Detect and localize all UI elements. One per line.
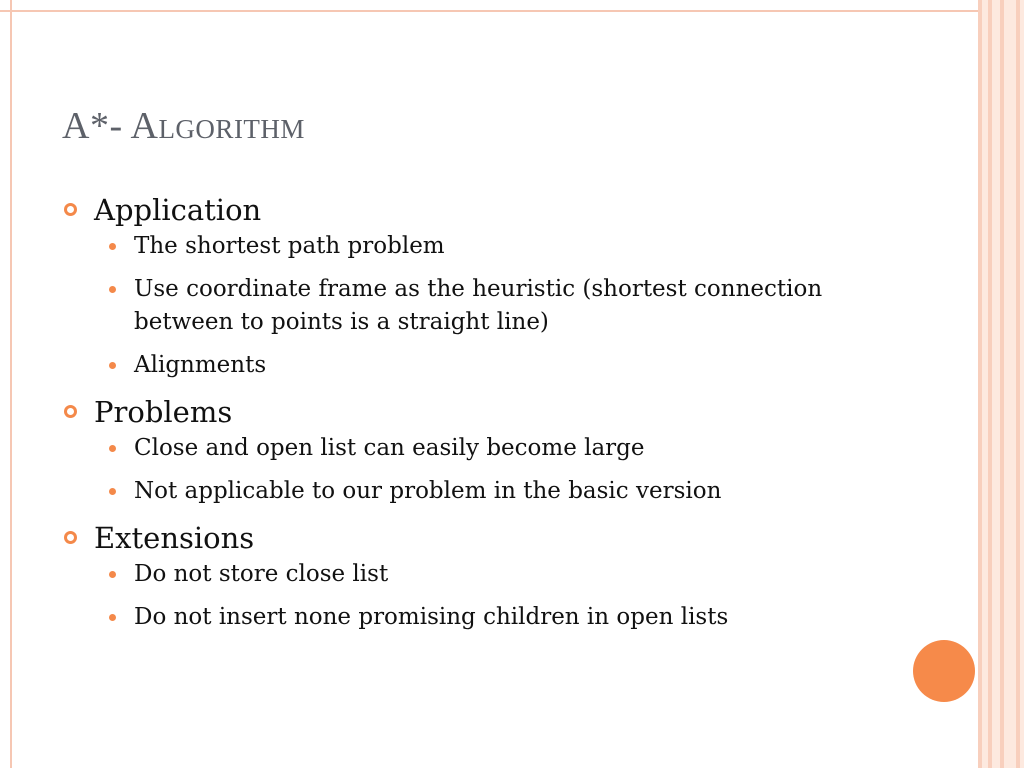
list-item [94,558,842,591]
section-problems [62,392,842,508]
section-label: Extensions [94,521,255,555]
list-item [94,273,842,339]
filled-dot-bullet-icon [109,286,116,293]
list-item [94,601,842,634]
list-item [94,230,842,263]
hollow-circle-bullet-icon [64,203,77,216]
filled-dot-bullet-icon [109,614,116,621]
list-item-text: Use coordinate frame as the heuristic (shortest connection between to points is a straight line) [134,276,823,335]
list-item-text: Close and open list can easily become large [134,435,645,461]
list-item [94,475,842,508]
list-item-text: Do not store close list [134,561,389,587]
filled-dot-bullet-icon [109,243,116,250]
decorative-circle [913,640,975,702]
right-stripe [992,0,1000,768]
filled-dot-bullet-icon [109,362,116,369]
top-border-line [0,10,978,12]
section-label: Problems [94,395,233,429]
slide-title: A*- Algorithm [62,105,305,147]
right-stripe [1020,0,1024,768]
filled-dot-bullet-icon [109,571,116,578]
list-item-text: Alignments [134,352,267,378]
list-item-text: Not applicable to our problem in the basic version [134,478,722,504]
section-label: Application [94,193,262,227]
list-item-text: Do not insert none promising children in open lists [134,604,729,630]
bullet-list [62,190,842,644]
list-item-text: The shortest path problem [134,233,445,259]
sub-bullet-list [94,432,842,508]
section-extensions [62,518,842,634]
sub-bullet-list [94,558,842,634]
hollow-circle-bullet-icon [64,531,77,544]
sub-bullet-list [94,230,842,382]
hollow-circle-bullet-icon [64,405,77,418]
list-item [94,349,842,382]
left-border-line [10,0,12,768]
filled-dot-bullet-icon [109,488,116,495]
list-item [94,432,842,465]
right-stripe [1004,0,1016,768]
filled-dot-bullet-icon [109,445,116,452]
section-application [62,190,842,382]
